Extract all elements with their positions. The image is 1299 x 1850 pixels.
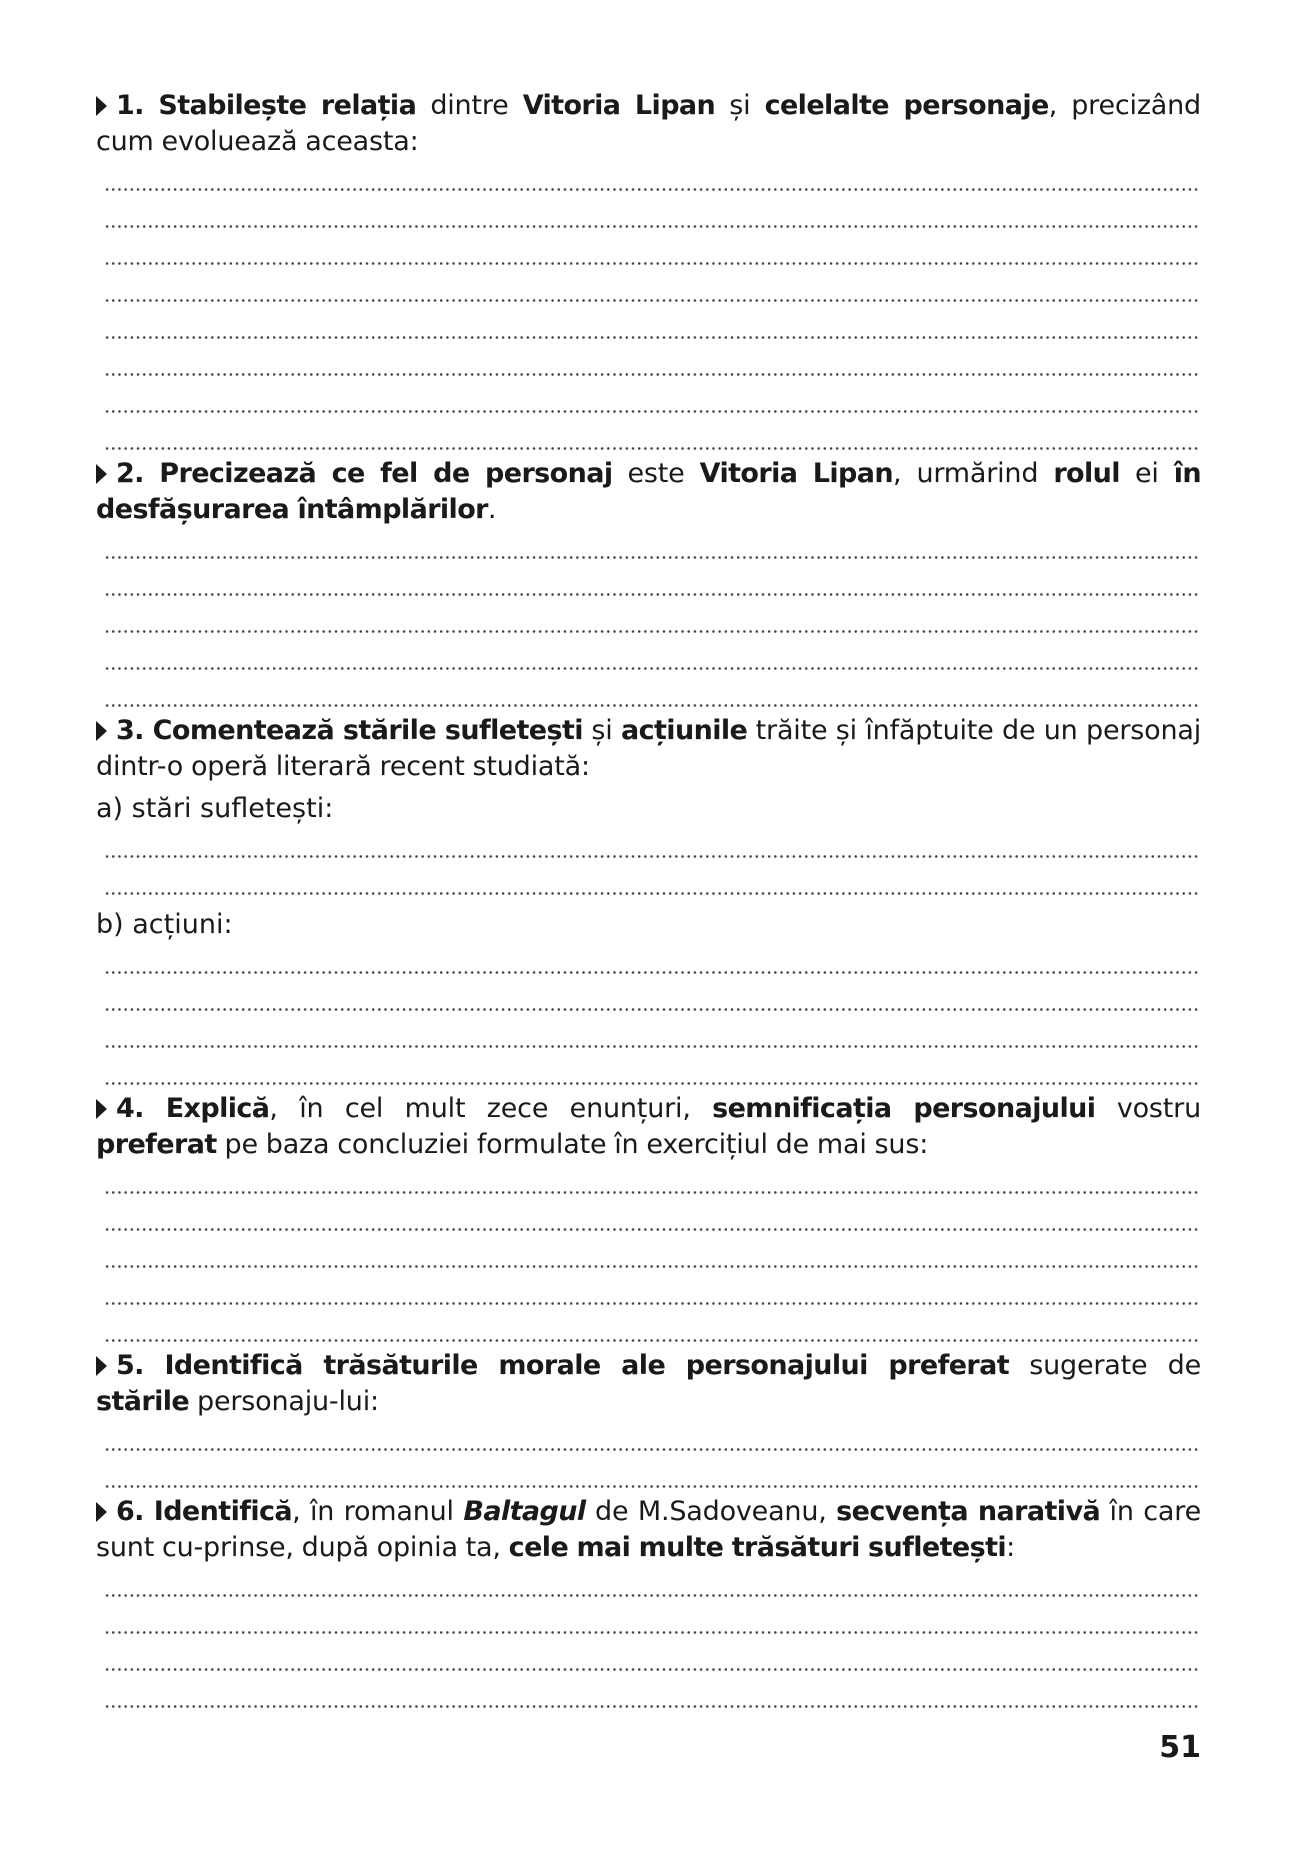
exercise-prompt xyxy=(96,1494,1201,1566)
emphasis-text: Comentează stările sufletești xyxy=(143,715,583,746)
answer-line[interactable] xyxy=(96,382,1201,419)
page-number: 51 xyxy=(1159,1730,1201,1765)
emphasis-text: cele mai multe trăsături sufletești xyxy=(508,1532,1007,1563)
exercise-prompt xyxy=(96,1091,1201,1163)
emphasis-text: Vitoria Lipan xyxy=(699,458,894,489)
answer-line[interactable] xyxy=(96,160,1201,197)
answer-line[interactable] xyxy=(96,1457,1201,1494)
triangle-bullet-icon xyxy=(96,1356,107,1376)
triangle-bullet-icon xyxy=(96,1099,107,1119)
answer-line[interactable] xyxy=(96,197,1201,234)
answer-line[interactable] xyxy=(96,1237,1201,1274)
exercise-prompt xyxy=(96,713,1201,785)
answer-line[interactable] xyxy=(96,1274,1201,1311)
exercise-6 xyxy=(96,1494,1201,1714)
prompt-text: ei xyxy=(1119,458,1174,489)
exercise-3 xyxy=(96,713,1201,1091)
answer-line[interactable] xyxy=(96,827,1201,864)
emphasis-text: celelalte personaje xyxy=(764,90,1049,121)
prompt-text: în care sunt cu-prinse, după opinia ta, xyxy=(96,1496,1201,1563)
answer-line[interactable] xyxy=(96,528,1201,565)
emphasis-text: Baltagul xyxy=(463,1496,586,1527)
answer-line[interactable] xyxy=(96,345,1201,382)
emphasis-text: rolul xyxy=(1053,458,1120,489)
answer-line[interactable] xyxy=(96,1640,1201,1677)
answer-line[interactable] xyxy=(96,1163,1201,1200)
subpart-label: b) acțiuni: xyxy=(96,909,233,940)
answer-line[interactable] xyxy=(96,234,1201,271)
answer-line[interactable] xyxy=(96,1017,1201,1054)
answer-line[interactable] xyxy=(96,864,1201,901)
exercise-5 xyxy=(96,1348,1201,1494)
exercise-prompt xyxy=(96,88,1201,160)
exercise-number: 6. xyxy=(116,1496,144,1527)
emphasis-text: secvența narativă xyxy=(836,1496,1101,1527)
emphasis-text: Identifică trăsăturile morale ale personajului preferat xyxy=(143,1350,1010,1381)
prompt-text: : xyxy=(1006,1532,1015,1563)
triangle-bullet-icon xyxy=(96,721,107,741)
worksheet xyxy=(96,88,1201,1714)
prompt-text: și xyxy=(715,90,765,121)
emphasis-text: Explică xyxy=(143,1093,270,1124)
prompt-text: , în cel mult zece enunțuri, xyxy=(269,1093,713,1124)
emphasis-text: acțiunile xyxy=(620,715,748,746)
emphasis-text: Stabilește relația xyxy=(143,90,417,121)
exercise-1 xyxy=(96,88,1201,456)
exercise-2 xyxy=(96,456,1201,713)
emphasis-text: Precizează ce fel de personaj xyxy=(143,458,613,489)
emphasis-text: preferat xyxy=(96,1129,217,1160)
answer-line[interactable] xyxy=(96,1200,1201,1237)
exercise-prompt xyxy=(96,1348,1201,1420)
exercise-4 xyxy=(96,1091,1201,1348)
answer-line[interactable] xyxy=(96,308,1201,345)
answer-line[interactable] xyxy=(96,1603,1201,1640)
prompt-text: . xyxy=(487,494,497,525)
prompt-text: , în romanul xyxy=(292,1496,464,1527)
prompt-text: dintre xyxy=(416,90,523,121)
answer-line[interactable] xyxy=(96,1311,1201,1348)
triangle-bullet-icon xyxy=(96,464,107,484)
prompt-text: este xyxy=(612,458,700,489)
emphasis-text: în desfășurarea întâmplărilor xyxy=(96,458,1201,525)
prompt-text: pe baza concluziei formulate în exercițiul de mai sus: xyxy=(216,1129,929,1160)
prompt-text: de M.Sadoveanu, xyxy=(585,1496,837,1527)
subpart-label: a) stări sufletești: xyxy=(96,793,334,824)
answer-line[interactable] xyxy=(96,1677,1201,1714)
answer-line[interactable] xyxy=(96,271,1201,308)
prompt-text: personaju-lui: xyxy=(189,1386,379,1417)
triangle-bullet-icon xyxy=(96,96,107,116)
exercise-number: 2. xyxy=(116,458,144,489)
prompt-text: trăite și înfăptuite de un personaj dintr-o operă literară recent studiată: xyxy=(96,715,1202,782)
exercise-number: 5. xyxy=(116,1350,144,1381)
answer-line[interactable] xyxy=(96,565,1201,602)
triangle-bullet-icon xyxy=(96,1502,107,1522)
answer-line[interactable] xyxy=(96,980,1201,1017)
answer-line[interactable] xyxy=(96,419,1201,456)
answer-line[interactable] xyxy=(96,639,1201,676)
answer-line[interactable] xyxy=(96,1054,1201,1091)
prompt-text: și xyxy=(582,715,621,746)
exercise-number: 4. xyxy=(116,1093,144,1124)
prompt-text: sugerate de xyxy=(1009,1350,1201,1381)
prompt-text: , precizând cum evoluează aceasta: xyxy=(96,90,1201,157)
exercise-prompt xyxy=(96,456,1201,528)
answer-line[interactable] xyxy=(96,1566,1201,1603)
exercise-number: 1. xyxy=(116,90,144,121)
answer-line[interactable] xyxy=(96,943,1201,980)
exercise-number: 3. xyxy=(116,715,144,746)
prompt-text: vostru xyxy=(1095,1093,1201,1124)
answer-line[interactable] xyxy=(96,1420,1201,1457)
emphasis-text: semnificația personajului xyxy=(712,1093,1096,1124)
emphasis-text: Identifică xyxy=(143,1496,293,1527)
answer-line[interactable] xyxy=(96,676,1201,713)
emphasis-text: stările xyxy=(96,1386,190,1417)
answer-line[interactable] xyxy=(96,602,1201,639)
emphasis-text: Vitoria Lipan xyxy=(522,90,716,121)
prompt-text: , urmărind xyxy=(893,458,1054,489)
